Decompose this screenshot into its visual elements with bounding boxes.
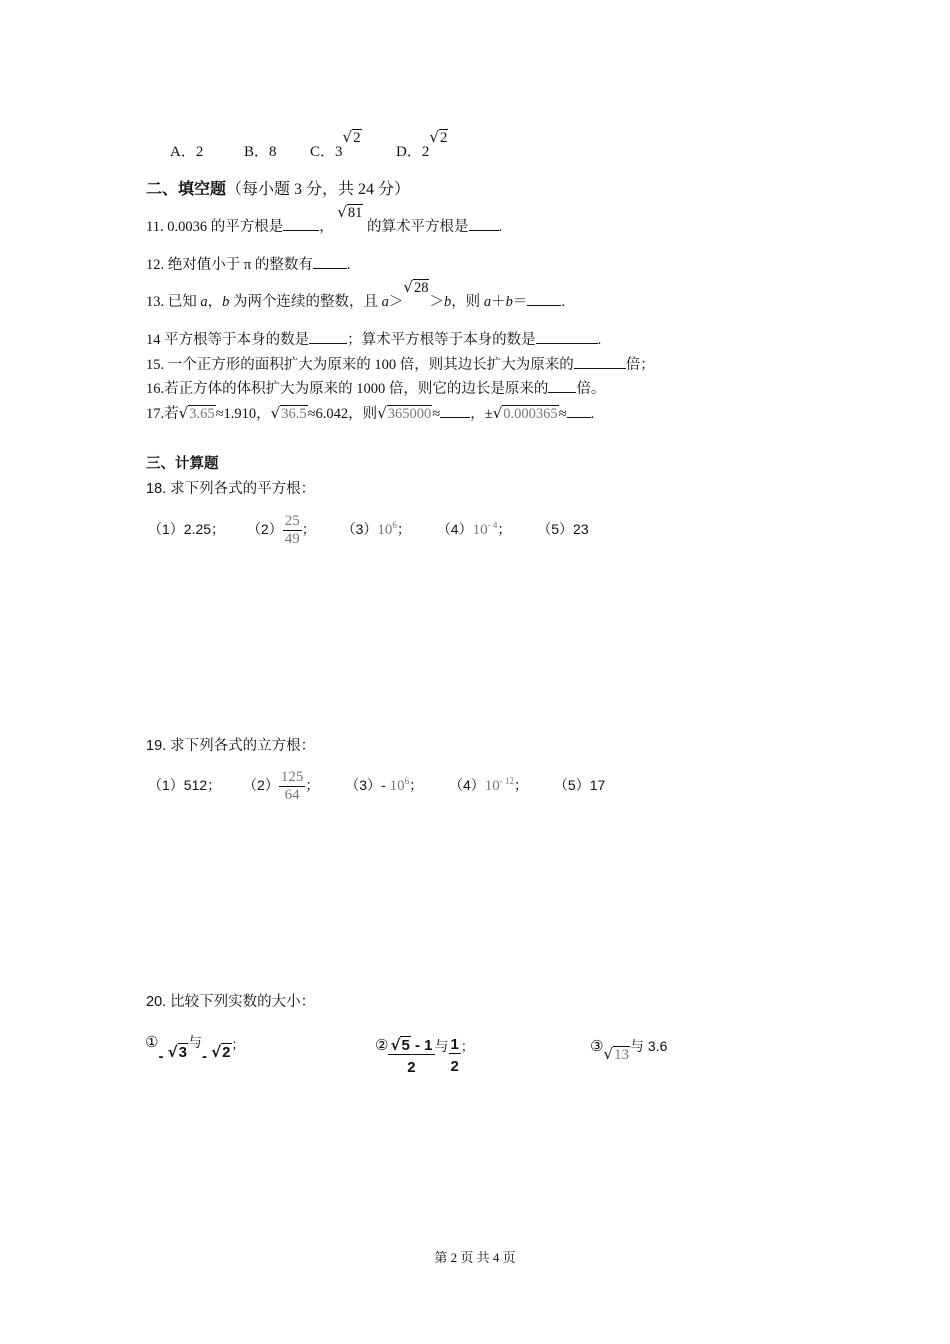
q18-item4-base: 10 [472,522,488,539]
q20-item3-mark: ③ [590,1037,604,1055]
q19-item3-power [390,778,410,794]
q11-end: . [498,219,503,235]
q13-plus: ＋ [491,294,506,310]
q14-blank1[interactable] [309,331,347,344]
q19-item2-num: 125 [280,769,304,785]
q12 [146,253,350,274]
q13-end: . [561,294,565,310]
q20-item2-mark: ② [375,1036,389,1054]
q20-item1-radicand1: 3 [178,1044,187,1061]
q15 [146,353,655,374]
q20-item3 [590,1037,668,1063]
q13-text3: 为两个连续的整数，且 [229,294,382,310]
q19-item3-label: （3） [345,777,382,794]
q14-text2: ；算术平方根等于本身的数是 [347,332,536,348]
q18-item2-end: ； [301,521,316,538]
q20-item2-num-rest: - 1 [410,1037,433,1054]
q19-item4-power [485,778,514,794]
q20-item1-radical2: √2 [211,1043,231,1061]
q13-gt2: ＞ [429,294,444,310]
q17-val3: ≈ [432,406,441,422]
q18-items [148,513,589,548]
q12-blank[interactable] [313,256,347,269]
q11-radical: √81 [337,203,363,221]
q19-item1: （1）512； [148,777,222,794]
q19-item3-end: ； [409,777,424,794]
q20-item2-half [449,1036,461,1075]
q17-val4: ≈ [558,406,567,422]
q19-item2-fraction [279,769,306,804]
q20-item1-radical1: √3 [167,1043,187,1061]
q17 [146,402,594,423]
q19-items [148,769,605,804]
q13 [146,278,565,311]
q17-radical1: √3.65 [178,404,215,422]
q13-radicand: 28 [413,280,429,296]
q20-item2-den: 2 [388,1054,434,1076]
choice-d-radicand: 2 [439,130,448,146]
q13-var-b2: b [443,294,452,310]
q11-text1: 11. 0.0036 的平方根是 [146,219,284,235]
q18-item4-exp: - 4 [487,520,498,531]
choice-c [310,128,362,161]
q17-blank2[interactable] [567,405,591,418]
q19-item5: （5）17 [553,777,606,794]
q15-end: 倍； [625,357,655,373]
q11-text3: 的算术平方根是 [367,219,469,235]
q11-blank1[interactable] [283,218,319,231]
q13-var-a: a [200,294,208,310]
q17-radical2: √36.5 [270,404,307,422]
q20-item2-num-radical: √5 [390,1036,410,1054]
q18-title: 18. 求下列各式的平方根： [146,481,316,497]
q13-var-a2: a [381,294,389,310]
q20-item1-mark: ① [145,1033,159,1051]
q13-var-b3: b [505,294,513,310]
q17-radicand3: 365000 [387,406,432,422]
q13-radical: √28 [403,278,429,296]
q18-item4-end: ； [497,521,512,538]
q19-item3-base: 10 [389,778,405,795]
choice-d-prefix: D．2 [396,144,430,160]
section3-title: 三、计算题 [146,456,219,472]
q13-eq: ＝ [512,294,528,310]
q16-text: 16.若正方体的体积扩大为原来的 1000 倍，则它的边长是原来的 [146,381,549,397]
q17-sep: ，± [470,406,493,422]
q17-end: . [590,406,595,422]
q13-text4: ，则 [451,294,484,310]
q20-item2-fraction [388,1036,434,1076]
q11-blank2[interactable] [469,218,499,231]
q19-item2-end: ； [305,777,320,794]
q19-title: 19. 求下列各式的立方根： [146,738,316,754]
q20-title: 20. 比较下列实数的大小： [146,994,316,1010]
q20-item1-yu: 与 [187,1036,202,1051]
q12-text: 12. 绝对值小于 π 的整数有 [146,257,313,273]
q18-item3-end: ； [396,521,411,538]
q17-radical3: √365000 [377,404,432,422]
q17-val2: ≈6.042，则 [307,406,378,422]
q19-item3-neg: - [381,777,390,794]
q18-item3-power [377,522,397,538]
q11-radicand: 81 [347,205,363,221]
q19-item4-base: 10 [484,778,500,795]
q13-var-a3: a [483,294,492,310]
section2-heading [146,176,410,199]
q13-text1: 13. 已知 [146,294,201,310]
choice-c-radical: √2 [342,128,361,146]
q18-item5: （5）23 [537,521,589,538]
q14-text1: 14 平方根等于本身的数是 [146,332,310,348]
q11-text2: ， [319,219,334,235]
q17-blank1[interactable] [440,405,470,418]
q20-item2-half-num: 1 [450,1036,459,1053]
choice-c-radicand: 2 [353,130,361,146]
q19-item2-den: 64 [279,786,306,804]
q19-item4-label: （4） [448,777,485,794]
q17-val1: ≈1.910， [215,406,271,422]
choice-a: A．2 [170,144,204,160]
page-footer: 第 2 页 共 4 页 [434,1250,516,1265]
q13-text2: ， [207,294,223,310]
q20-item2 [375,1036,474,1076]
q12-end: . [346,257,351,273]
section2-note: （每小题 3 分，共 24 分） [226,181,411,198]
q20-item2-yu: 与 [434,1040,449,1055]
choice-b: B．8 [244,144,277,160]
q15-blank[interactable] [574,356,626,369]
choice-d-radical: √2 [429,128,448,146]
q13-gt1: ＞ [388,294,404,310]
q14-end: . [597,332,602,348]
q18-item3-exp: 6 [392,520,397,531]
q18-item1: （1）2.25； [148,521,226,538]
q20-item2-num-radicand: 5 [401,1037,410,1054]
q18-item2-fraction [283,513,302,548]
q20-item3-radical: √13 [603,1045,630,1063]
q19-item3-exp: 6 [404,776,410,787]
choice-d [396,128,448,161]
q17-radical4: √0.000365 [492,404,558,422]
q20-item1-radicand2: 2 [222,1044,231,1061]
q17-radicand1: 3.65 [189,406,215,422]
q20-item1 [145,1033,245,1065]
q20-item3-radicand: 13 [614,1047,630,1063]
q18-item4-power [473,522,498,538]
choice-c-prefix: C．3 [310,144,343,160]
q20-item2-num [388,1036,434,1054]
q17-text1: 17.若 [146,406,179,422]
q19-item2-label: （2） [243,777,279,794]
q11 [146,203,503,236]
q16 [146,377,605,398]
q18-item3-base: 10 [377,522,393,539]
q17-radicand4: 0.000365 [503,406,558,422]
q19-item4-exp: - 12 [499,776,515,787]
q17-radicand2: 36.5 [281,406,307,422]
q14 [146,328,601,349]
q20-item2-end: ； [460,1039,474,1054]
q16-end: 倍。 [576,381,606,397]
section2-title: 二、填空题 [146,181,227,198]
q15-text: 15. 一个正方形的面积扩大为原来的 100 倍，则其边长扩大为原来的 [146,357,574,373]
q13-blank[interactable] [527,293,561,306]
q18-item4-label: （4） [436,521,473,538]
q18-item3-label: （3） [341,521,378,538]
q20-item1-neg2: - [201,1048,212,1065]
q18-item2-den: 49 [284,531,300,547]
q20-item2-half-den: 2 [449,1053,461,1075]
q13-var-b: b [222,294,230,310]
q20-item1-end: ； [231,1037,245,1052]
q16-blank[interactable] [548,380,576,393]
q14-blank2[interactable] [536,331,598,344]
q19-item4-end: ； [514,777,529,794]
q18-item2-num: 25 [284,513,300,529]
q20-item3-rest: 与 3.6 [630,1038,668,1054]
q20-item1-neg1: - [158,1048,168,1065]
q18-item2-label: （2） [246,521,283,538]
